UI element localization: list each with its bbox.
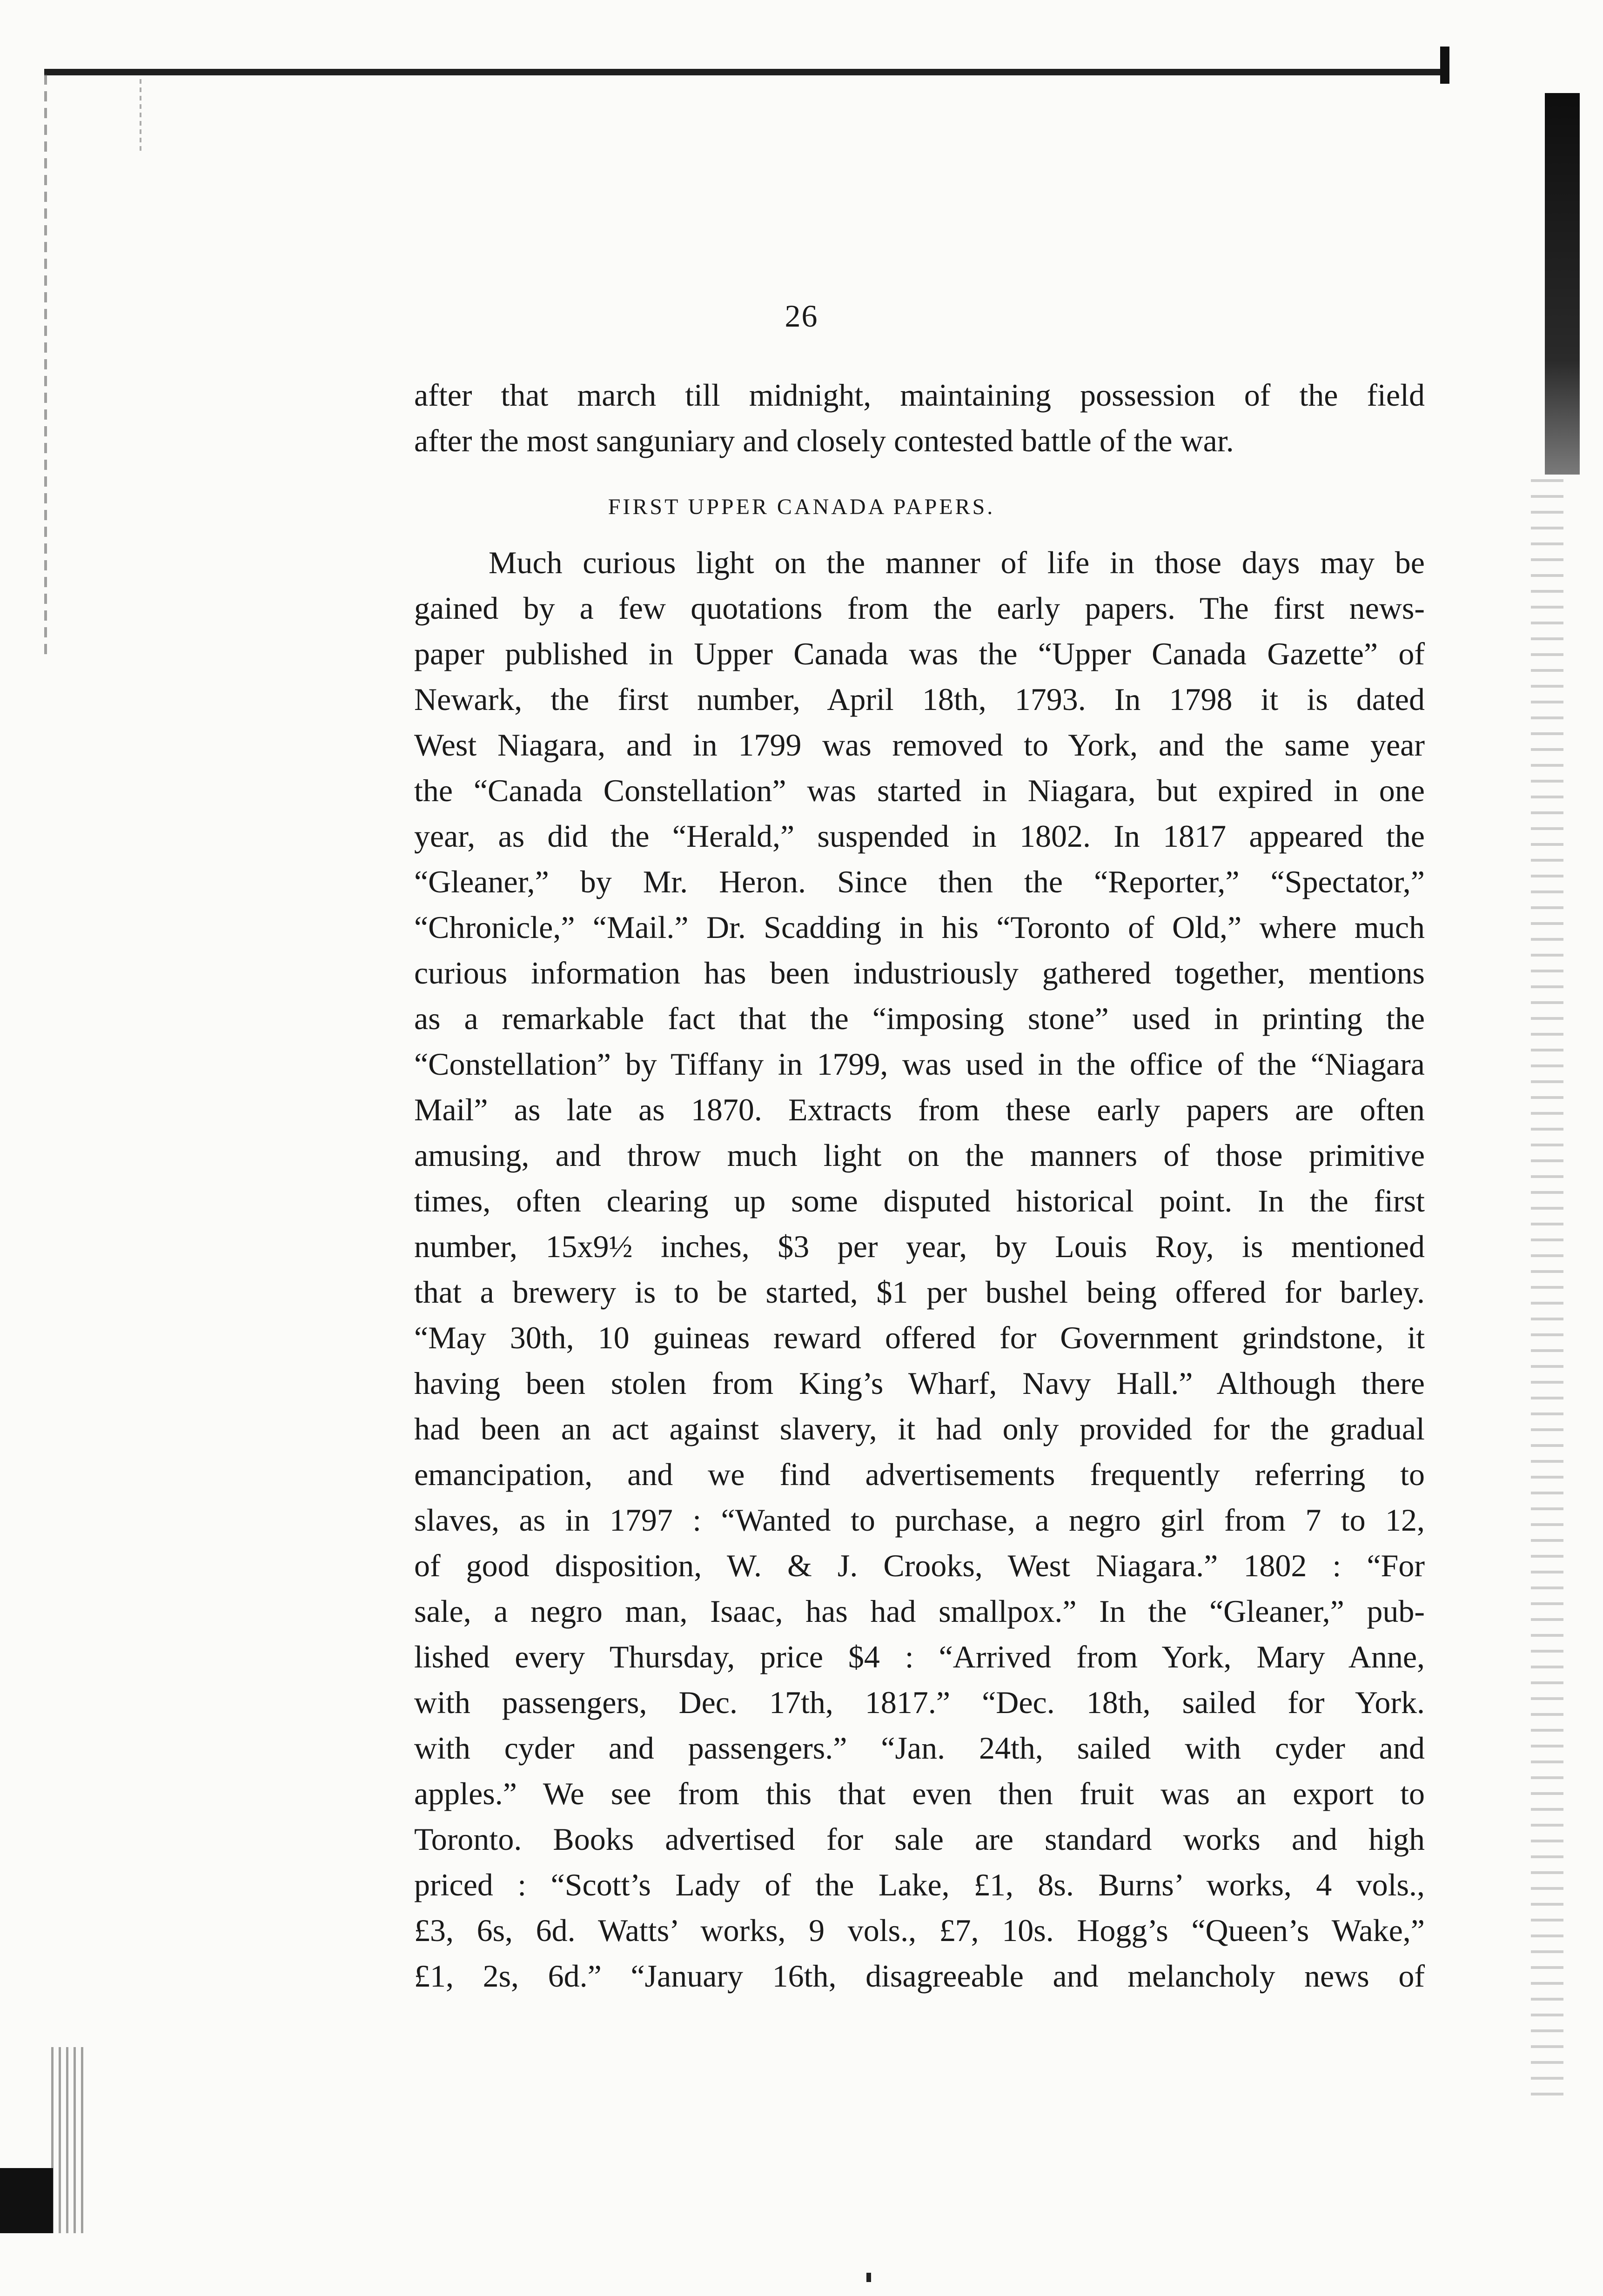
section-heading: FIRST UPPER CANADA PAPERS. [608, 495, 995, 519]
text-line: West Niagara, and in 1799 was removed to York, and the same year [414, 727, 1425, 763]
scan-left-edge-mark [140, 79, 141, 154]
text-line: with cyder and passengers.” “Jan. 24th, sailed with cyder and [414, 1730, 1425, 1766]
text-line: £3, 6s, 6d. Watts’ works, 9 vols., £7, 10s. Hogg’s “Queen’s Wake,” [414, 1913, 1425, 1948]
text-line: “Chronicle,” “Mail.” Dr. Scadding in his “Toronto of Old,” where much [414, 910, 1425, 945]
text-line: with passengers, Dec. 17th, 1817.” “Dec. 18th, sailed for York. [414, 1685, 1425, 1720]
text-line: lished every Thursday, price $4 : “Arrived from York, Mary Anne, [414, 1639, 1425, 1674]
text-line: Mail” as late as 1870. Extracts from these early papers are often [414, 1092, 1425, 1127]
text-line: paper published in Upper Canada was the “Upper Canada Gazette” of [414, 636, 1425, 671]
text-line: Toronto. Books advertised for sale are standard works and high [414, 1821, 1425, 1857]
text-line: that a brewery is to be started, $1 per bushel being offered for barley. [414, 1274, 1425, 1310]
page-number: 26 [785, 298, 818, 334]
scan-right-edge-speckle [1531, 479, 1563, 2108]
text-line: times, often clearing up some disputed historical point. In the first [414, 1183, 1425, 1218]
text-line: emancipation, and we find advertisements frequently referring to [414, 1457, 1425, 1492]
scan-bottom-dot [866, 2273, 871, 2282]
paragraph-continued [414, 372, 1425, 463]
text-line: of good disposition, W. & J. Crooks, West Niagara.” 1802 : “For [414, 1548, 1425, 1583]
text-line: number, 15x9½ inches, $3 per year, by Louis Roy, is mentioned [414, 1229, 1425, 1264]
text-line: gained by a few quotations from the early papers. The first news- [414, 590, 1425, 626]
text-line: had been an act against slavery, it had only provided for the gradual [414, 1411, 1425, 1446]
text-line: curious information has been industriously gathered together, mentions [414, 955, 1425, 991]
text-line: “Constellation” by Tiffany in 1799, was used in the office of the “Niagara [414, 1046, 1425, 1082]
scan-top-rule [44, 69, 1440, 75]
scan-bottom-left-mark [0, 2168, 88, 2233]
text-line: Much curious light on the manner of life in those days may be [489, 545, 1425, 580]
scan-top-rule-end [1440, 47, 1449, 84]
text-line: apples.” We see from this that even then fruit was an export to [414, 1776, 1425, 1811]
text-line: having been stolen from King’s Wharf, Navy Hall.” Although there [414, 1366, 1425, 1401]
text-line: the “Canada Constellation” was started in Niagara, but expired in one [414, 773, 1425, 808]
text-line: amusing, and throw much light on the manners of those primitive [414, 1138, 1425, 1173]
text-line: sale, a negro man, Isaac, has had smallpox.” In the “Gleaner,” pub- [414, 1593, 1425, 1629]
text-line: “Gleaner,” by Mr. Heron. Since then the “Reporter,” “Spectator,” [414, 864, 1425, 899]
text-line: £1, 2s, 6d.” “January 16th, disagreeable and melancholy news of [414, 1958, 1425, 1994]
text-line: “May 30th, 10 guineas reward offered for Government grindstone, it [414, 1320, 1425, 1355]
text-line: after the most sanguniary and closely contested battle of the war. [414, 423, 1234, 458]
paragraph-first-upper-canada-papers [414, 540, 1425, 1999]
scan-left-edge [44, 74, 47, 656]
text-line: Newark, the first number, April 18th, 1793. In 1798 it is dated [414, 682, 1425, 717]
text-line: priced : “Scott’s Lady of the Lake, £1, 8s. Burns’ works, 4 vols., [414, 1867, 1425, 1902]
text-line: year, as did the “Herald,” suspended in 1802. In 1817 appeared the [414, 818, 1425, 854]
scan-right-edge-shadow [1545, 93, 1580, 475]
text-line: as a remarkable fact that the “imposing stone” used in printing the [414, 1001, 1425, 1036]
text-line: slaves, as in 1797 : “Wanted to purchase, a negro girl from 7 to 12, [414, 1502, 1425, 1538]
text-line: after that march till midnight, maintaining possession of the field [414, 377, 1425, 413]
